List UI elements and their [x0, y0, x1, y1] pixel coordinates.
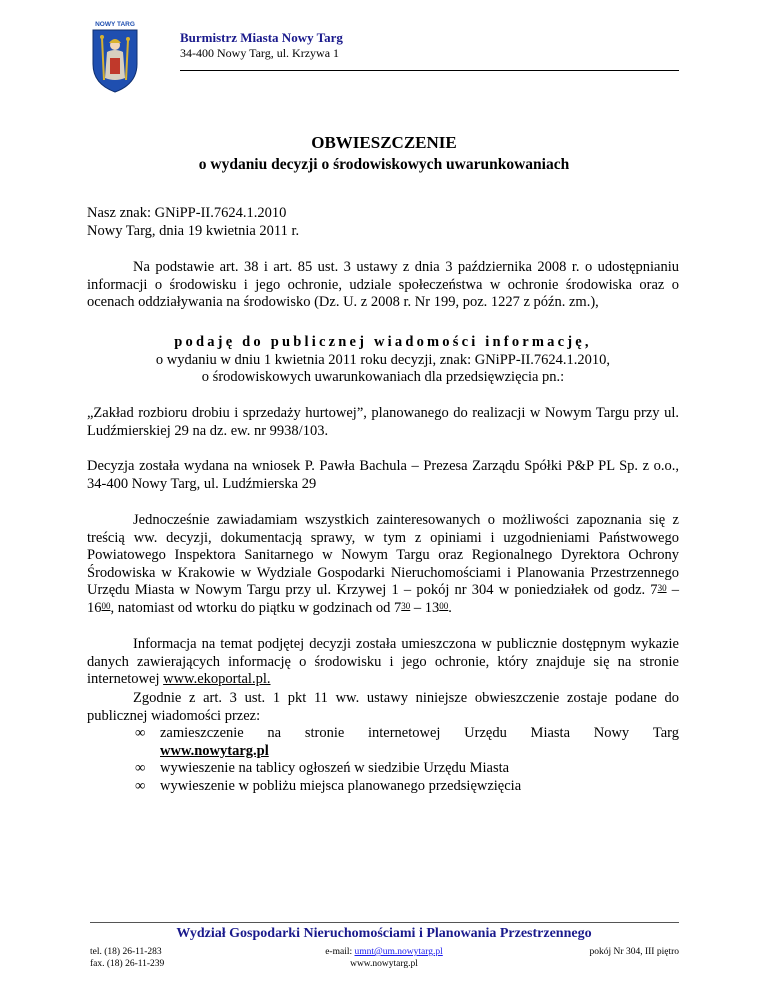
place-date: Nowy Targ, dnia 19 kwietnia 2011 r.: [87, 222, 300, 239]
footer-contact: [284, 946, 484, 970]
decision-line-2: o środowiskowych uwarunkowaniach dla przedsięwzięcia pn.:: [201, 369, 565, 385]
footer-department: Wydział Gospodarki Nieruchomościami i Planowania Przestrzennego: [176, 926, 592, 941]
legal-basis-paragraph: Na podstawie art. 38 i art. 85 ust. 3 ustawy z dnia 3 października 2008 r. o udostępnianiu informacji o środowisku i jego ochronie, udziale społeczeństwa w ochronie środowiska oraz o ocenach oddziaływania na środowisko (Dz. U. z 2008 r. Nr 199, poz. 1227 z późn. zm.),: [87, 259, 679, 310]
infinity-bullet-icon: ∞: [135, 777, 146, 794]
project-paragraph: „Zakład rozbioru drobiu i sprzedaży hurtowej”, planowanego do realizacji w Nowym Targu przy ul. Ludźmierskiej 29 na dz. ew. nr 9938/103.: [87, 405, 679, 439]
decision-line-1: o wydaniu w dniu 1 kwietnia 2011 roku decyzji, znak: GNiPP-II.7624.1.2010,: [155, 351, 611, 368]
info-text: Informacja na temat podjętej decyzji została umieszczona w publicznie dostępnym wykazie danych zawierających informację o środowisku i jego ochronie, który znajduje się na stronie internetowej: [87, 636, 679, 687]
notice-dash: – 16: [87, 582, 679, 616]
reference-sign: Nasz znak: GNiPP-II.7624.1.2010: [87, 205, 287, 221]
announcement-heading: podaję do publicznej wiadomości informację,: [174, 334, 592, 350]
hour-superscript: 30: [657, 583, 667, 593]
infinity-bullet-icon: ∞: [135, 725, 146, 741]
info-paragraph: [87, 636, 679, 689]
announcement-block: [87, 334, 679, 387]
applicant-paragraph: Decyzja została wydana na wniosek P. Pawła Bachula – Prezesa Zarządu Spółki P&P PL Sp. z o.o., 34-400 Nowy Targ, ul. Ludźmierska 29: [87, 458, 679, 492]
footer-email-link[interactable]: umnt@um.nowytarg.pl: [354, 947, 443, 957]
ekoportal-link[interactable]: www.ekoportal.pl.: [163, 671, 271, 687]
header-address: 34-400 Nowy Targ, ul. Krzywa 1: [180, 46, 340, 60]
reference-block: [87, 205, 679, 240]
notice-end: .: [448, 599, 452, 616]
publish-intro-paragraph: Zgodnie z art. 3 ust. 1 pkt 11 ww. ustawy niniejsze obwieszczenie zostaje podane do publicznej wiadomości przez:: [87, 690, 679, 724]
footer-fax: fax. (18) 26-11-239: [90, 959, 165, 969]
city-crest-logo: [90, 18, 140, 94]
hour-superscript: 00: [439, 600, 449, 611]
list-item-text: zamieszczenie na stronie internetowej Urzędu Miasta Nowy Targ: [160, 725, 679, 741]
list-item-text: wywieszenie w pobliżu miejsca planowanego przedsięwzięcia: [160, 777, 522, 794]
infinity-bullet-icon: ∞: [135, 760, 146, 776]
hour-superscript: 00: [101, 600, 111, 611]
list-item: [135, 760, 679, 778]
list-item: [135, 725, 679, 760]
notice-paragraph: [87, 512, 679, 617]
nowytarg-link[interactable]: www.nowytarg.pl: [160, 742, 269, 759]
footer-email-label: e-mail:: [325, 947, 355, 957]
publication-list: [135, 725, 679, 795]
footer-website: www.nowytarg.pl: [350, 959, 418, 969]
crest-title-text: NOWY TARG: [95, 21, 135, 28]
hour-superscript: 30: [401, 600, 411, 611]
footer-phones: [90, 946, 164, 970]
header-organization: Burmistrz Miasta Nowy Targ: [180, 30, 343, 45]
document-subtitle: o wydaniu decyzji o środowiskowych uwarunkowaniach: [198, 156, 570, 173]
notice-dash: – 13: [410, 599, 440, 616]
list-item: [135, 778, 679, 796]
footer-tel: tel. (18) 26-11-283: [90, 947, 162, 957]
list-item-text: wywieszenie na tablicy ogłoszeń w siedzibie Urzędu Miasta: [160, 760, 510, 776]
footer-divider: [90, 922, 679, 923]
document-title: OBWIESZCZENIE: [311, 133, 457, 152]
footer-room: pokój Nr 304, III piętro: [589, 947, 679, 957]
notice-text: Jednocześnie zawiadamiam wszystkich zainteresowanych o możliwości zapoznania się z treścią ww. decyzji, dokumentacją sprawy, w tym z opiniami i uzgodnieniami Państwowego Powiatowego Inspektora Sanitarnego w Nowym Targu oraz Regionalnego Dyrektora Ochrony Środowiska w Krakowie w Wydziale Gospodarki Nieruchomościami i Planowania Przestrzennego Urzędu Miasta w Nowym Targu przy ul. Krzywej 1 – pokój nr 304 w poniedziałek od godz. 7: [87, 512, 679, 598]
notice-text: , natomiast od wtorku do piątku w godzinach od 7: [110, 599, 402, 616]
header-divider: [180, 70, 679, 71]
